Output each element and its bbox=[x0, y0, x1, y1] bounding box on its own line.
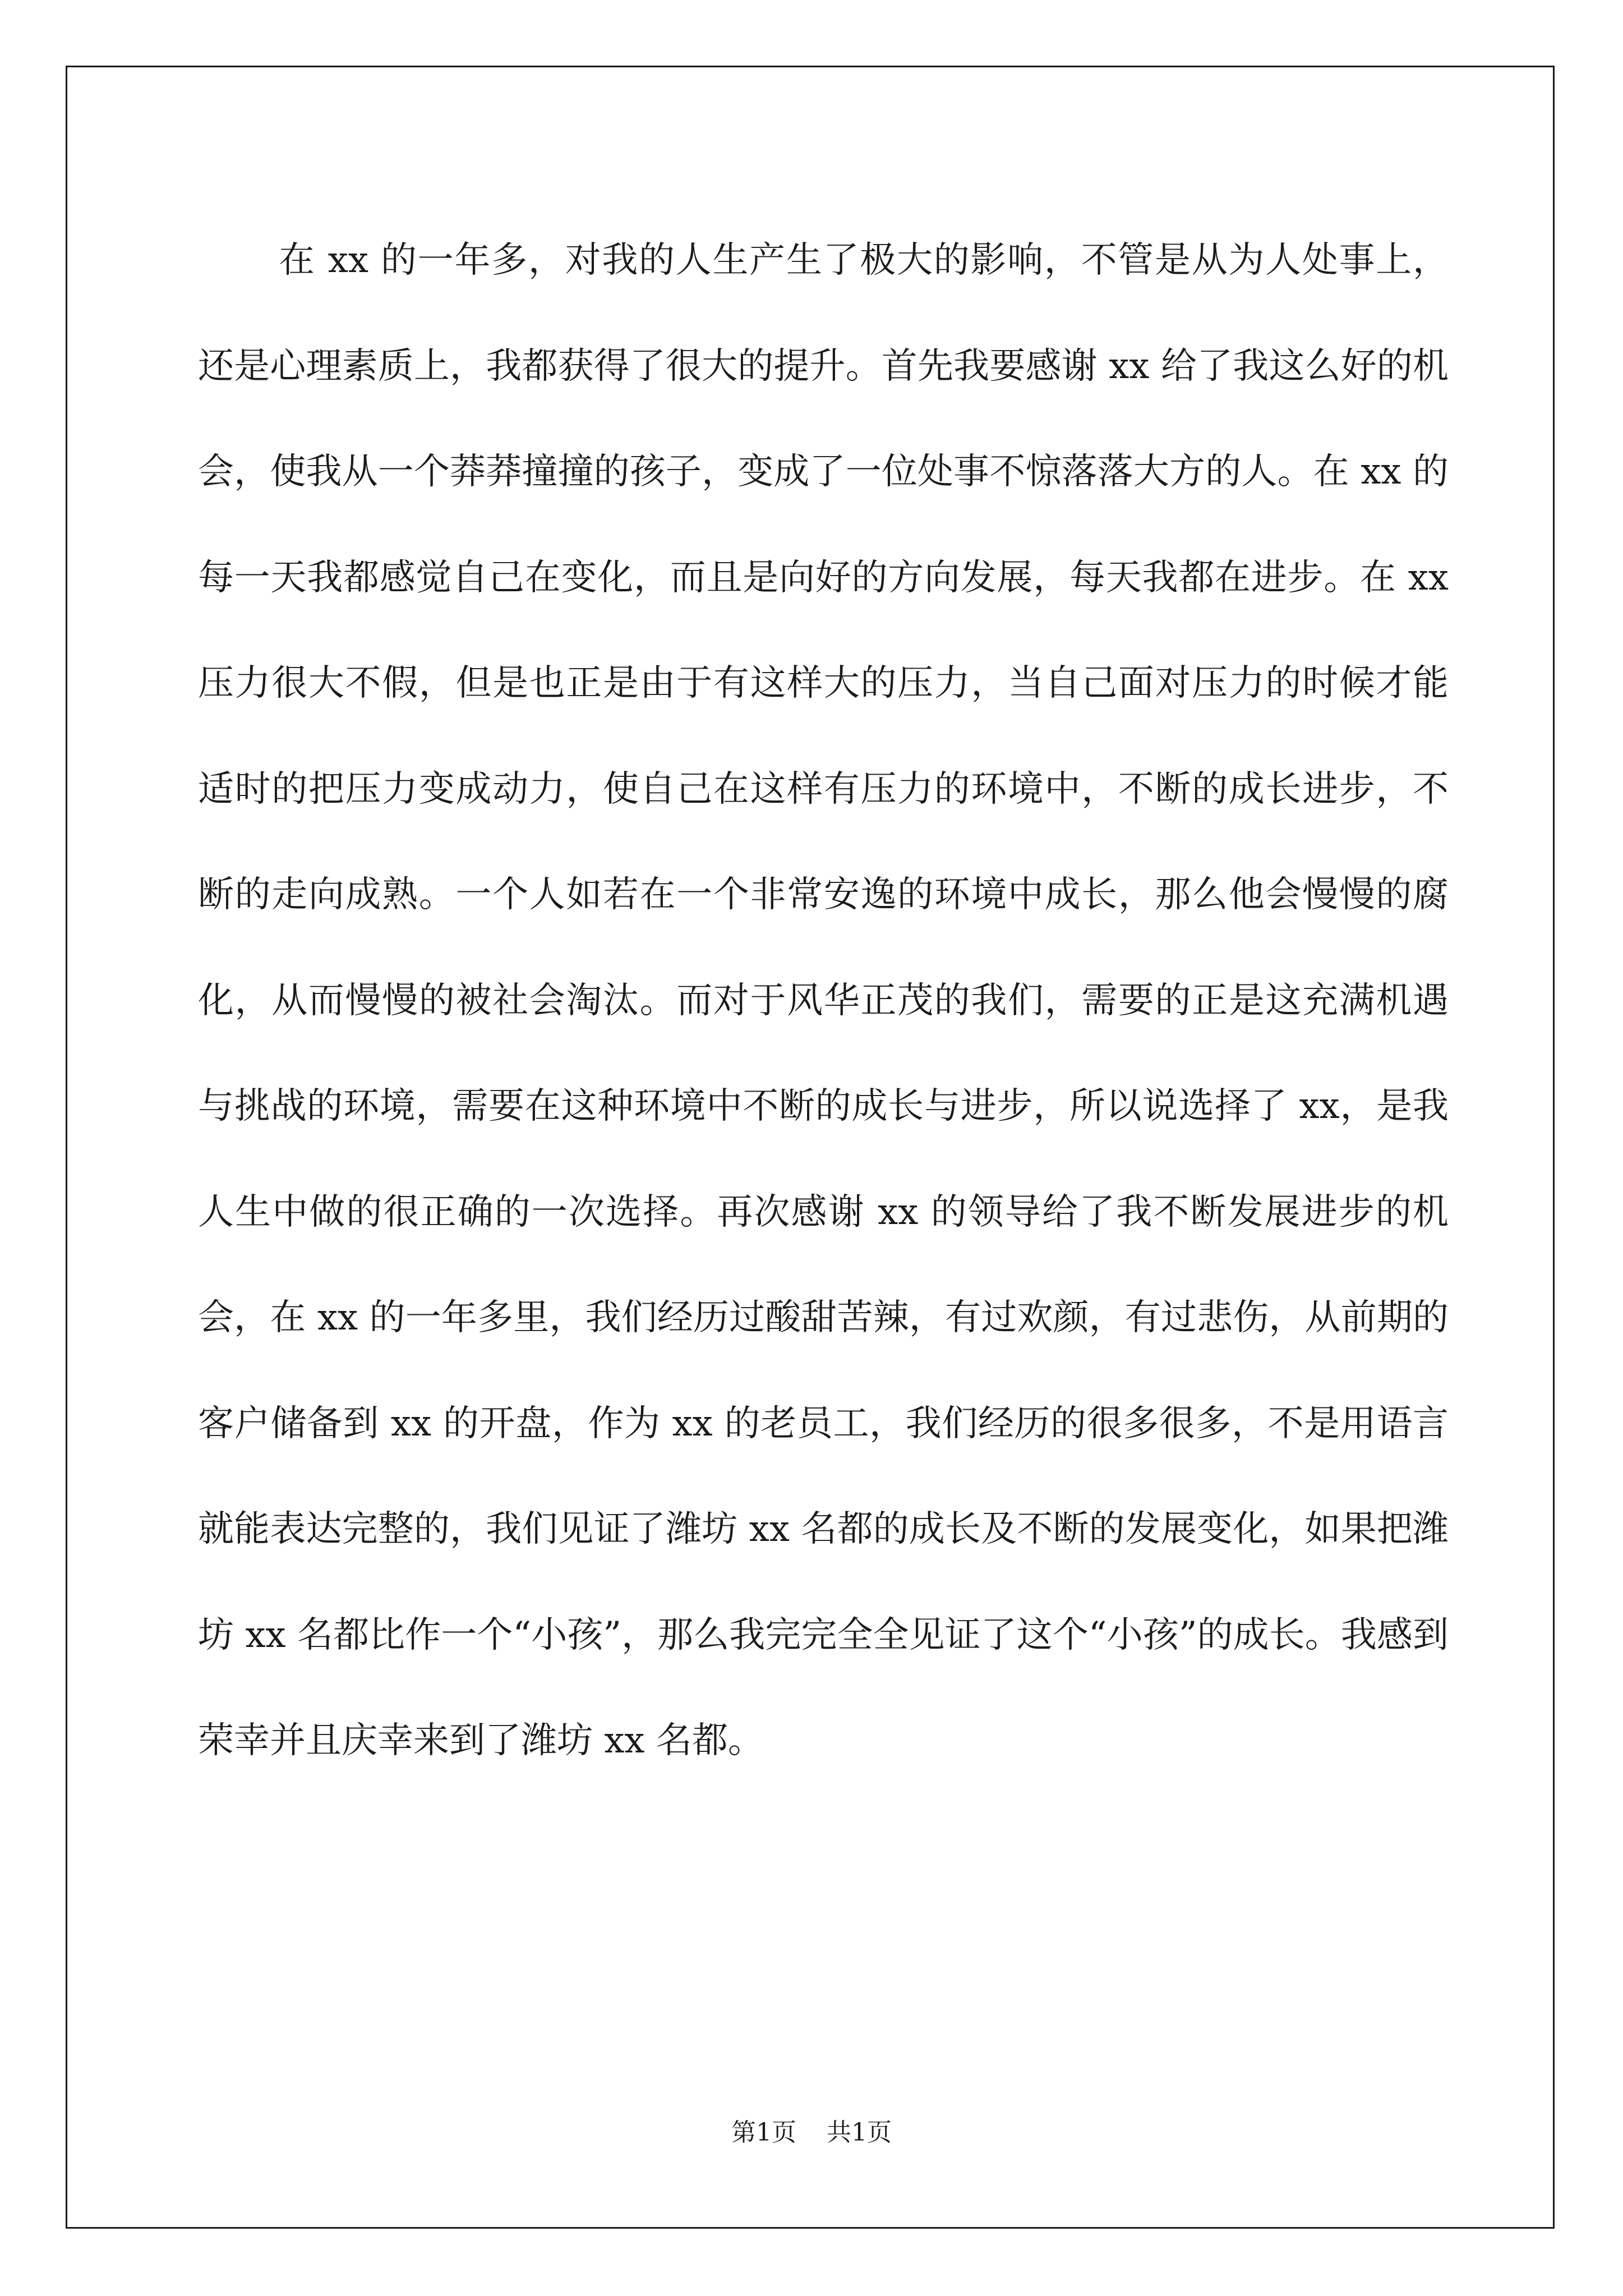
page-number: 第1页 bbox=[731, 2118, 796, 2147]
page-total: 共1页 bbox=[827, 2118, 892, 2147]
body-paragraph: 在 xx 的一年多，对我的人生产生了极大的影响，不管是从为人处事上，还是心理素质上，我都获得了很大的提升。首先我要感谢 xx 给了我这么好的机会，使我从一个莽莽撞撞的孩子，变成了一位处事不惊落落大方的人。在 xx 的每一天我都感觉自己在变化，而且是向好的方向发展，每天我都在进步。在 xx 压力很大不假，但是也正是由于有这样大的压力，当自己面对压力的时候才能适时的把压力变成动力，使自己在这样有压力的环境中，不断的成长进步，不断的走向成熟。一个人如若在一个非常安逸的环境中成长，那么他会慢慢的腐化，从而慢慢的被社会淘汰。而对于风华正茂的我们，需要的正是这充满机遇与挑战的环境，需要在这种环境中不断的成长与进步，所以说选择了 xx，是我人生中做的很正确的一次选择。再次感谢 xx 的领导给了我不断发展进步的机会，在 xx 的一年多里，我们经历过酸甜苦辣，有过欢颜，有过悲伤，从前期的客户储备到 xx 的开盘，作为 xx 的老员工，我们经历的很多很多，不是用语言就能表达完整的，我们见证了潍坊 xx 名都的成长及不断的发展变化，如果把潍坊 xx 名都比作一个“小孩”，那么我完完全全见证了这个“小孩”的成长。我感到荣幸并且庆幸来到了潍坊 xx 名都。 bbox=[198, 240, 1449, 1761]
page-footer bbox=[0, 2116, 1623, 2150]
